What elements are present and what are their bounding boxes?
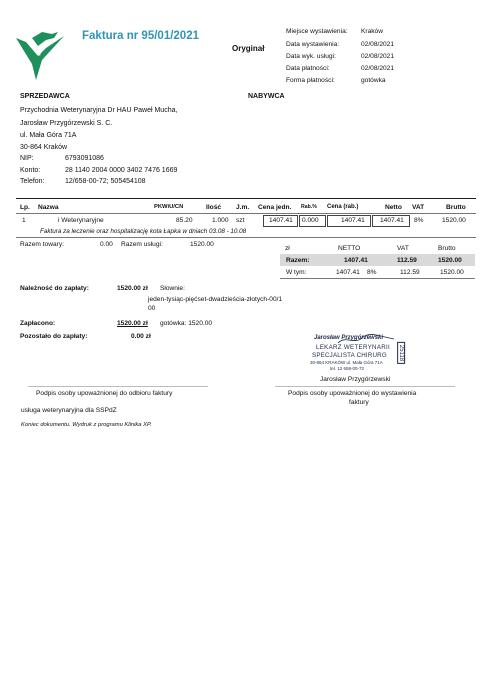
meta-label: Data wystawienia: xyxy=(286,41,340,48)
col-nazwa: Nazwa xyxy=(38,204,59,211)
stamp-line5: tel. 12 658-00-72 xyxy=(330,366,365,371)
summary-wtym-label: W tym: xyxy=(286,269,307,276)
meta-value: Kraków xyxy=(361,28,383,35)
meta-payment-date xyxy=(286,65,446,76)
seller-name-line2: Jarosław Przygórzewski S. C. xyxy=(20,120,113,127)
stamp-line3: SPECJALISTA CHIRURG xyxy=(312,352,387,359)
meta-label: Miejsce wystawienia: xyxy=(286,28,348,35)
summary-total-label: Razem: xyxy=(286,257,310,264)
goods-total-value: 0.00 xyxy=(100,241,113,248)
amount-due-value: 1520.00 zł xyxy=(117,285,148,292)
seller-phone: 12/658-00-72; 505454108 xyxy=(65,178,146,185)
row-netto: 1407.41 xyxy=(380,217,404,224)
issuer-signature-label1: Podpis osoby upoważnionej do wystawienia xyxy=(288,390,417,397)
row-cena-rab: 1407.41 xyxy=(341,217,365,224)
row-nazwa: i Weterynaryjne xyxy=(58,217,104,224)
receiver-signature-label: Podpis osoby upoważnionej do odbioru faktury xyxy=(36,390,173,397)
services-total-value: 1520.00 xyxy=(190,241,214,248)
buyer-heading: NABYWCA xyxy=(248,93,285,100)
service-note: usługa weterynaryjna dla SSPdZ xyxy=(21,407,117,414)
row-jm: szt xyxy=(236,217,245,224)
summary-wtym-rate: 8% xyxy=(367,269,377,276)
meta-value: 02/08/2021 xyxy=(361,65,395,72)
stamp-number: 25118 xyxy=(397,342,405,364)
in-words-line1: jeden-tysiąc-pięćset-dwadzieścia-złotych-00/1 xyxy=(148,296,283,303)
stamp-signer: Jarosław Przygórzewski xyxy=(320,376,391,383)
amount-due-label: Należność do zapłaty: xyxy=(20,285,89,292)
meta-service-date xyxy=(286,53,446,64)
seller-account: 28 1140 2004 0000 3402 7476 1669 xyxy=(65,167,178,174)
col-vat: VAT xyxy=(412,204,425,211)
signature-scribble-icon xyxy=(336,333,396,347)
seller-nip: 6793091086 xyxy=(65,155,104,162)
seller-street: ul. Mała Góra 71A xyxy=(20,132,77,139)
meta-label: Data wyk. usługi: xyxy=(286,53,336,60)
issuer-signature-label2: faktury xyxy=(349,399,369,406)
issuer-signature-line xyxy=(275,386,455,387)
meta-label: Forma płatności: xyxy=(286,77,335,84)
col-netto: Netto xyxy=(385,204,402,211)
in-words-line2: 00 xyxy=(148,305,156,312)
summary-rule xyxy=(280,278,475,279)
col-cena-rab: Cena (rab.) xyxy=(327,204,359,210)
seller-heading: SPRZEDAWCA xyxy=(20,93,70,100)
meta-value: 02/08/2021 xyxy=(361,41,395,48)
row-ilosc: 1.000 xyxy=(212,217,229,224)
row-rab-pct: 0.000 xyxy=(302,217,319,224)
row-pkwiu: 85.20 xyxy=(176,217,193,224)
summary-vat-head: VAT xyxy=(397,245,409,252)
remaining-value: 0.00 zł xyxy=(131,333,151,340)
summary-total-vat: 112.59 xyxy=(397,257,417,264)
summary-wtym-vat: 112.59 xyxy=(400,269,420,276)
col-brutto: Brutto xyxy=(446,204,466,211)
meta-value: 02/08/2021 xyxy=(361,53,395,60)
table-bottom-rule xyxy=(16,237,476,238)
paid-label: Zapłacono: xyxy=(20,320,56,327)
summary-total-brutto: 1520.00 xyxy=(438,257,462,264)
row-vat: 8% xyxy=(414,217,424,224)
stamp-line4: 30-864 KRAKÓW ul. Mała Góra 71A xyxy=(310,360,383,365)
paid-value: 1520.00 zł xyxy=(117,320,148,327)
seller-name-line1: Przychodnia Weterynaryjna Dr HAU Paweł Mucha, xyxy=(20,107,178,114)
summary-netto-head: NETTO xyxy=(338,245,361,252)
col-pkwiu: PKWiU/CN xyxy=(154,204,184,210)
seller-nip-label: NIP: xyxy=(20,155,34,162)
col-lp: Lp. xyxy=(20,204,30,211)
row-cena-jedn: 1407.41 xyxy=(269,217,293,224)
meta-label: Data płatności: xyxy=(286,65,330,72)
receiver-signature-line xyxy=(28,386,208,387)
meta-issue-date xyxy=(286,41,446,52)
summary-total-netto: 1407.41 xyxy=(344,257,368,264)
meta-place xyxy=(286,28,446,39)
summary-wtym-brutto: 1520.00 xyxy=(440,269,464,276)
stamp-line1: Jarosław Przygórzewski xyxy=(314,335,384,341)
row-note: Faktura za leczenie oraz hospitalizację kota Łapka w dniach 03.08 - 10.08 xyxy=(40,228,247,235)
row-lp: 1 xyxy=(22,217,26,224)
seller-phone-label: Telefon: xyxy=(20,178,45,185)
summary-wtym-netto: 1407.41 xyxy=(336,269,360,276)
table-top-rule xyxy=(16,198,476,199)
stamp-line2: LEKARZ WETERYNARII xyxy=(316,344,391,351)
seller-city: 30-864 Kraków xyxy=(20,144,68,151)
col-jm: J.m. xyxy=(236,204,250,211)
paid-method: gotówka: 1520.00 xyxy=(160,320,213,327)
meta-value: gotówka xyxy=(361,77,386,84)
row-brutto: 1520.00 xyxy=(442,217,466,224)
remaining-label: Pozostało do zapłaty: xyxy=(20,333,88,340)
col-rab-pct: Rab.% xyxy=(301,204,317,210)
table-header-rule xyxy=(16,213,476,214)
summary-brutto-head: Brutto xyxy=(438,245,456,252)
col-cena-jedn: Cena jedn. xyxy=(258,204,292,211)
document-end: Koniec dokumentu. Wydruk z programu Klinika XP. xyxy=(21,422,152,428)
services-total-label: Razem usługi: xyxy=(121,241,163,248)
col-ilosc: Ilość xyxy=(206,204,222,211)
seller-account-label: Konto: xyxy=(20,167,41,174)
summary-currency: zł xyxy=(285,245,290,252)
in-words-label: Słownie: xyxy=(160,285,185,292)
original-label: Oryginał xyxy=(232,44,265,53)
bird-logo-icon xyxy=(12,30,70,82)
meta-payment-form xyxy=(286,77,446,88)
goods-total-label: Razem towary: xyxy=(20,241,64,248)
invoice-title: Faktura nr 95/01/2021 xyxy=(82,30,199,42)
